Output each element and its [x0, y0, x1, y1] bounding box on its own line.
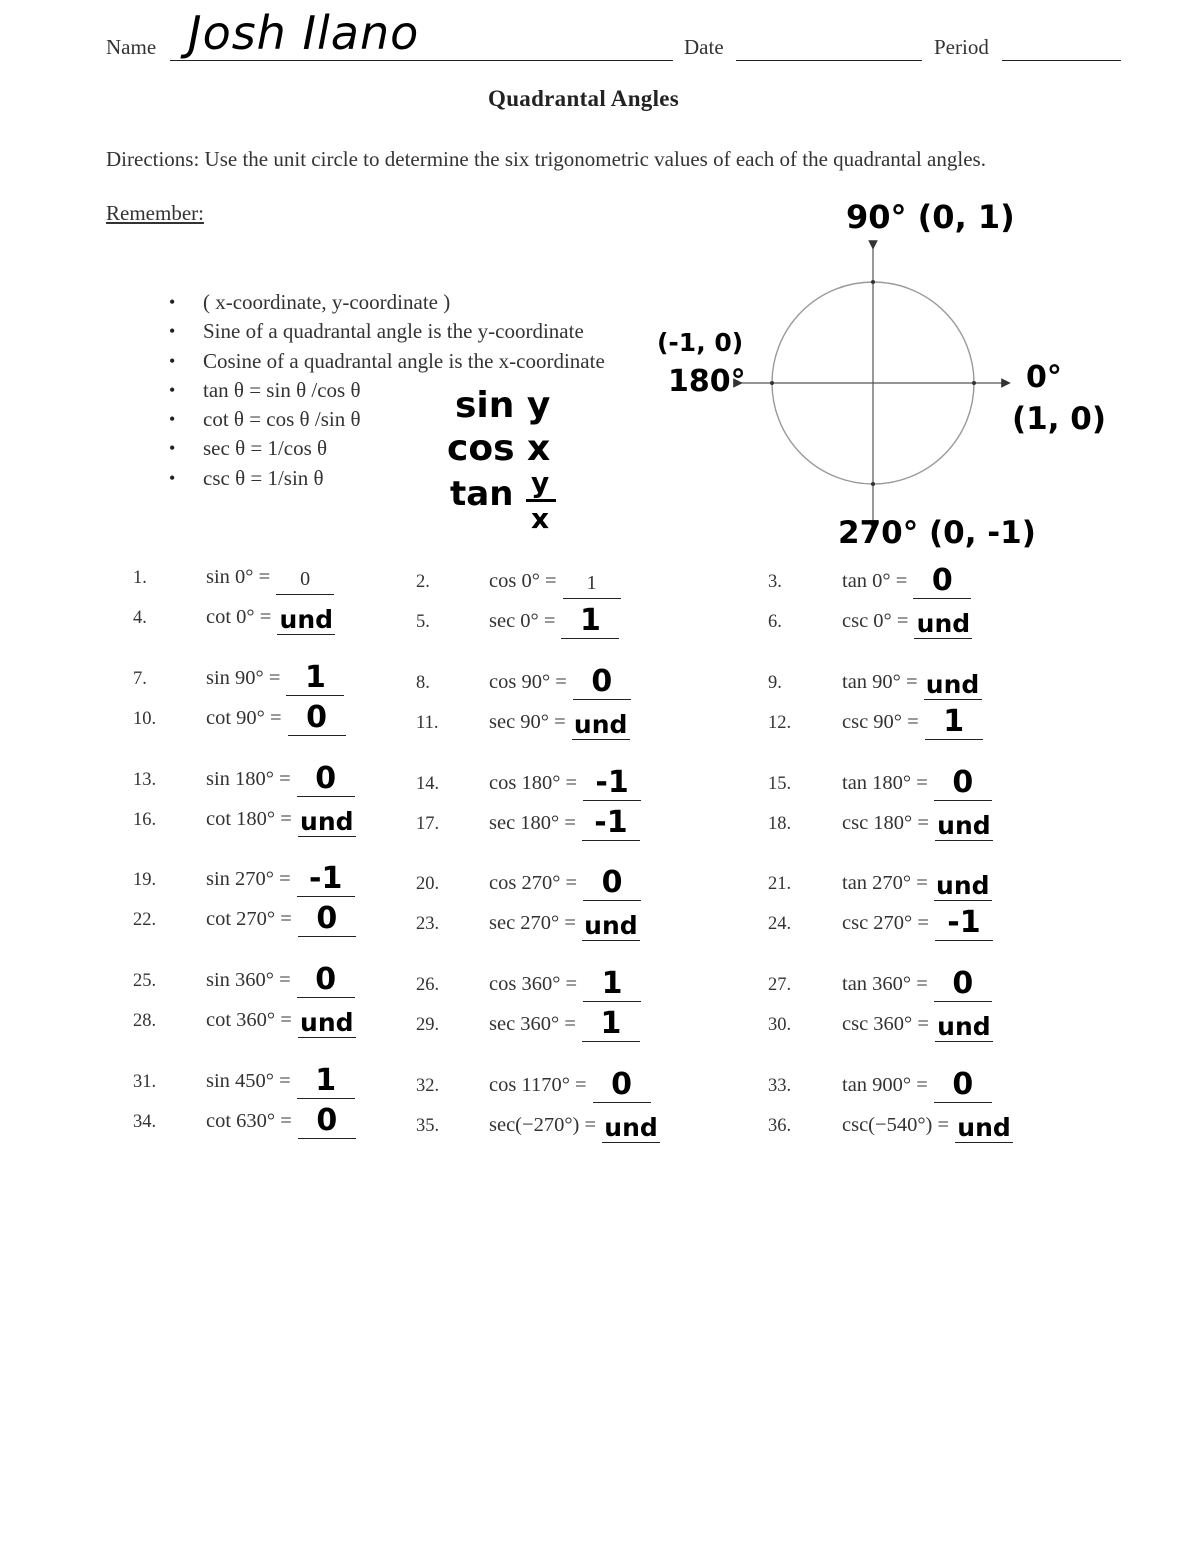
problem-expression: cot 270° = [206, 908, 292, 930]
answer-blank[interactable] [583, 800, 641, 801]
answer-value: und [300, 1008, 354, 1037]
problem-number: 9. [768, 673, 782, 693]
answer-blank[interactable] [934, 1102, 992, 1103]
answer-value: 1 [586, 572, 597, 594]
problem-expression: cot 180° = [206, 808, 292, 830]
answer-blank[interactable] [582, 840, 640, 841]
answer-blank[interactable] [297, 896, 355, 897]
note-tan-numerator: y [531, 466, 550, 499]
answer-blank[interactable] [298, 936, 356, 937]
problem-expression: csc(−540°) = [842, 1114, 950, 1136]
answer-blank[interactable] [297, 997, 355, 998]
point-270 [871, 482, 875, 486]
problem-number: 20. [416, 874, 440, 894]
circle-label-left-angle: 180° [668, 364, 746, 399]
problem-number: 1. [133, 568, 147, 588]
problem-number: 28. [133, 1011, 157, 1031]
answer-value: 1 [304, 660, 326, 695]
problem-expression: sin 90° = [206, 667, 281, 689]
answer-blank[interactable] [297, 796, 355, 797]
answer-value: 0 [952, 765, 974, 800]
answer-value: 1 [943, 704, 965, 739]
problem-number: 13. [133, 770, 157, 790]
problem-expression: sec 360° = [489, 1013, 576, 1035]
note-tan-denominator: x [531, 502, 550, 535]
answer-value: und [300, 807, 354, 836]
problem-expression: csc 0° = [842, 610, 909, 632]
problem-expression: tan 360° = [842, 973, 928, 995]
problem-expression: csc 360° = [842, 1013, 929, 1035]
answer-value: und [936, 871, 990, 900]
note-tan: tan [450, 474, 514, 514]
answer-value: und [604, 1113, 658, 1142]
answer-value: 1 [600, 1006, 622, 1041]
answer-value: und [957, 1113, 1011, 1142]
problem-expression: cos 90° = [489, 671, 567, 693]
problem-number: 34. [133, 1112, 157, 1132]
problem-expression: sec 90° = [489, 711, 566, 733]
rule-item: • tan θ = sin θ /cos θ [160, 376, 605, 405]
answer-value: 0 [316, 1103, 338, 1138]
answer-value: -1 [309, 861, 343, 896]
name-field-value: Josh Ilano [188, 6, 420, 60]
page-title: Quadrantal Angles [488, 86, 680, 111]
answer-value: 0 [611, 1067, 632, 1102]
note-sin: sin y [455, 385, 551, 426]
rule-item: • cot θ = cos θ /sin θ [160, 405, 605, 434]
problem-number: 27. [768, 975, 792, 995]
answer-value: 0 [952, 966, 974, 1001]
problem-number: 29. [416, 1015, 440, 1035]
problem-number: 17. [416, 814, 440, 834]
answer-blank[interactable] [583, 1001, 641, 1002]
problem-expression: csc 270° = [842, 912, 929, 934]
circle-label-right-point: (1, 0) [1012, 401, 1107, 437]
answer-value: und [573, 710, 628, 739]
problem-number: 5. [416, 612, 430, 632]
answer-value: 1 [579, 603, 601, 638]
answer-value: und [584, 911, 638, 940]
problem-number: 10. [133, 709, 157, 729]
answer-blank[interactable] [563, 598, 621, 599]
problem-number: 19. [133, 870, 157, 890]
answer-value: 0 [315, 962, 337, 997]
problem-expression: cos 180° = [489, 772, 578, 794]
remember-heading: Remember: [106, 201, 204, 225]
answer-blank[interactable] [573, 699, 631, 700]
problem-expression: sin 180° = [206, 768, 291, 790]
answer-value: und [925, 670, 980, 699]
answer-blank[interactable] [297, 1098, 355, 1099]
answer-value: 1 [315, 1063, 337, 1098]
date-field-line[interactable] [736, 60, 922, 61]
answer-value: -1 [594, 805, 628, 840]
unit-circle-diagram [720, 235, 1020, 535]
problem-number: 25. [133, 971, 157, 991]
answer-blank[interactable] [298, 1138, 356, 1139]
period-label: Period [934, 35, 989, 59]
problem-number: 16. [133, 810, 157, 830]
answer-blank[interactable] [935, 940, 993, 941]
name-label: Name [106, 35, 157, 59]
problem-number: 26. [416, 975, 440, 995]
answer-blank[interactable] [288, 735, 346, 736]
answer-value: -1 [947, 905, 981, 940]
circle-label-right-angle: 0° [1026, 360, 1062, 395]
circle-label-left-point: (-1, 0) [657, 328, 744, 357]
date-label: Date [684, 35, 724, 59]
problem-number: 8. [416, 673, 430, 693]
answer-value: 0 [952, 1067, 974, 1102]
rule-item: • Cosine of a quadrantal angle is the x-coordinate [160, 347, 605, 376]
problem-number: 4. [133, 608, 147, 628]
problem-number: 35. [416, 1116, 440, 1136]
problem-expression: sin 360° = [206, 969, 291, 991]
problem-expression: tan 270° = [842, 872, 928, 894]
problem-number: 2. [416, 572, 430, 592]
problem-expression: cos 0° = [489, 570, 557, 592]
problem-expression: cos 1170° = [489, 1074, 587, 1096]
problem-number: 18. [768, 814, 792, 834]
directions-text: Directions: Use the unit circle to determine the six trigonometric values of each of the quadrantal angles. [106, 147, 986, 171]
point-180 [770, 381, 774, 385]
answer-value: 0 [315, 761, 337, 796]
problem-number: 7. [133, 669, 147, 689]
answer-blank[interactable] [925, 739, 983, 740]
circle-label-top: 90° (0, 1) [846, 198, 1015, 236]
problem-number: 3. [768, 572, 782, 592]
problem-number: 14. [416, 774, 440, 794]
problem-expression: cot 360° = [206, 1009, 292, 1031]
answer-value: und [916, 609, 971, 638]
answer-blank[interactable] [913, 598, 971, 599]
rule-item: • sec θ = 1/cos θ [160, 434, 605, 463]
problem-number: 12. [768, 713, 792, 733]
answer-value: 0 [306, 700, 327, 735]
problem-expression: tan 0° = [842, 570, 908, 592]
problem-number: 23. [416, 914, 440, 934]
answer-value: und [937, 811, 991, 840]
problem-expression: cos 270° = [489, 872, 578, 894]
circle-label-bottom: 270° (0, -1) [838, 515, 1036, 551]
point-90 [871, 280, 875, 284]
problem-expression: sin 270° = [206, 868, 291, 890]
problem-expression: cot 0° = [206, 606, 272, 628]
problem-number: 24. [768, 914, 792, 934]
answer-value: und [937, 1012, 991, 1041]
answer-value: 0 [300, 568, 311, 590]
problem-expression: sec 0° = [489, 610, 556, 632]
problem-number: 6. [768, 612, 782, 632]
problem-expression: cot 90° = [206, 707, 282, 729]
problem-number: 15. [768, 774, 792, 794]
rule-item: • ( x-coordinate, y-coordinate ) [160, 288, 605, 317]
problem-number: 32. [416, 1076, 440, 1096]
problem-expression: sec 270° = [489, 912, 576, 934]
problem-number: 31. [133, 1072, 157, 1092]
problem-expression: sin 0° = [206, 566, 271, 588]
answer-blank[interactable] [583, 900, 641, 901]
answer-value: 0 [931, 563, 953, 598]
answer-blank[interactable] [276, 594, 334, 595]
problem-expression: tan 180° = [842, 772, 928, 794]
answer-value: 0 [591, 664, 613, 699]
name-field-line[interactable] [170, 60, 673, 61]
note-cos: cos x [447, 428, 551, 469]
answer-blank[interactable] [286, 695, 344, 696]
answer-blank[interactable] [934, 1001, 992, 1002]
problem-expression: cot 630° = [206, 1110, 292, 1132]
answer-value: 0 [316, 901, 338, 936]
problem-expression: tan 90° = [842, 671, 918, 693]
point-0 [972, 381, 976, 385]
problem-expression: sec 180° = [489, 812, 576, 834]
answer-blank[interactable] [561, 638, 619, 639]
answer-blank[interactable] [934, 800, 992, 801]
problem-number: 33. [768, 1076, 792, 1096]
problem-expression: tan 900° = [842, 1074, 928, 1096]
problem-number: 21. [768, 874, 792, 894]
answer-blank[interactable] [582, 1041, 640, 1042]
rule-item: • Sine of a quadrantal angle is the y-coordinate [160, 317, 605, 346]
answer-value: 0 [601, 865, 623, 900]
problem-number: 22. [133, 910, 157, 930]
answer-blank[interactable] [593, 1102, 651, 1103]
problem-number: 30. [768, 1015, 792, 1035]
answer-value: und [279, 605, 334, 634]
problem-expression: csc 180° = [842, 812, 929, 834]
answer-value: 1 [601, 966, 623, 1001]
answer-value: -1 [595, 765, 629, 800]
period-field-line[interactable] [1002, 60, 1121, 61]
problem-number: 11. [416, 713, 439, 733]
problem-number: 36. [768, 1116, 792, 1136]
rule-item: • csc θ = 1/sin θ [160, 464, 605, 493]
problem-expression: cos 360° = [489, 973, 578, 995]
problem-expression: sin 450° = [206, 1070, 291, 1092]
problem-expression: sec(−270°) = [489, 1114, 597, 1136]
problem-expression: csc 90° = [842, 711, 919, 733]
